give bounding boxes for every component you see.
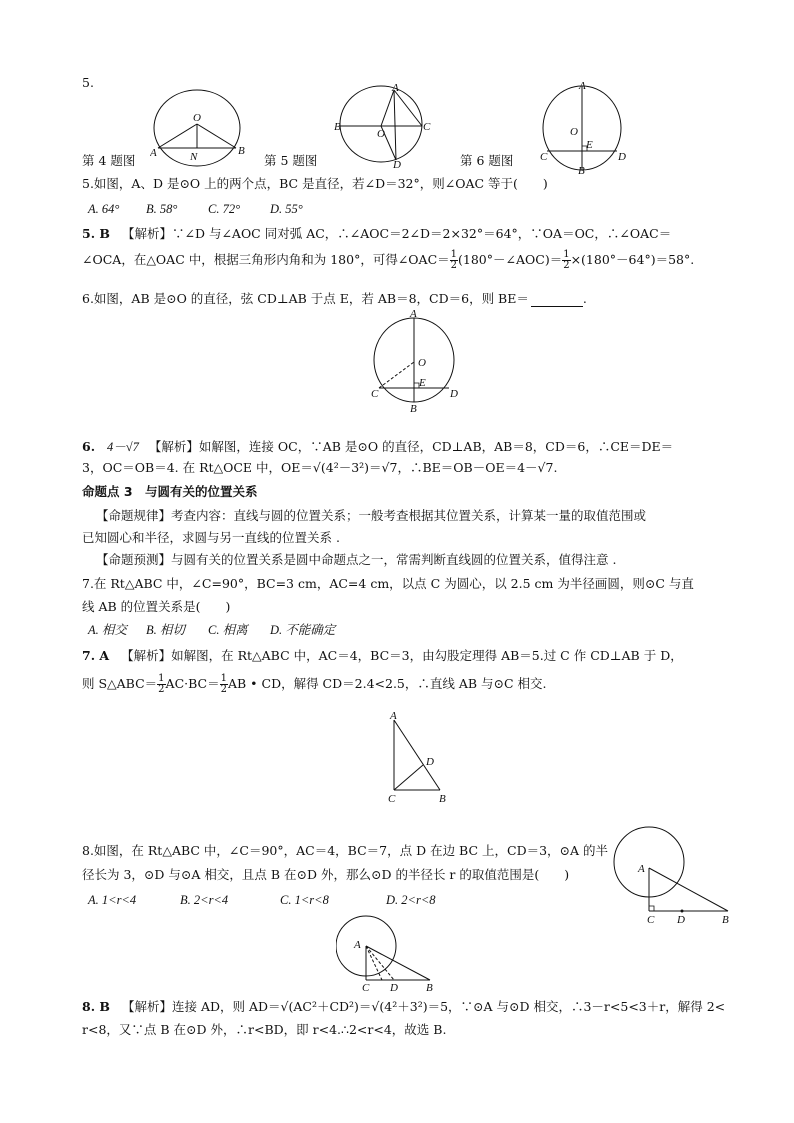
q5-answer: 5. B xyxy=(82,226,110,241)
figure-q8 xyxy=(612,826,738,926)
q6-tag: 【解析】 xyxy=(148,439,199,454)
label-a: A xyxy=(354,939,361,951)
label-b: B xyxy=(722,914,729,926)
q6-sol-2: 3，OC＝OB＝4. 在 Rt△OCE 中，OE＝√(4²－3²)＝√7，∴BE＝OB－OE＝4－√7. xyxy=(82,460,558,475)
label-b: B xyxy=(578,165,585,174)
q5-solution-line2 xyxy=(82,250,694,271)
section-rule-1: 【命题规律】考查内容：直线与圆的位置关系；一般考查根据其位置关系，计算某一量的取值范围或 xyxy=(96,508,647,523)
q7-frac-2: $\frac{1}{2}$ xyxy=(220,673,227,695)
q7-question-2: 线 AB 的位置关系是( ) xyxy=(82,599,231,614)
label-d: D xyxy=(618,151,626,163)
label-a: A xyxy=(410,310,417,320)
q5-option-b: B. 58° xyxy=(146,202,178,216)
label-a: A xyxy=(390,710,397,722)
q5-sol-2c: ×(180°－64°)＝58°. xyxy=(570,252,695,267)
top-number: 5. xyxy=(82,75,94,90)
q5-question: 5.如图，A、D 是⊙O 上的两个点，BC 是直径，若∠D＝32°，则∠OAC 等于( ) xyxy=(82,176,548,191)
caption-fig4: 第 4 题图 xyxy=(82,153,136,168)
label-e: E xyxy=(586,139,593,151)
figure-4 xyxy=(150,88,250,168)
q7-sol-1: 如解图，在 Rt△ABC 中，AC＝4，BC＝3，由勾股定理得 AB＝5.过 C 作 CD⊥AB 于 D， xyxy=(171,648,683,663)
q8-tag: 【解析】 xyxy=(121,999,172,1014)
label-a: A xyxy=(638,863,645,875)
q6-answer-blank xyxy=(531,306,583,307)
q7-frac-1: $\frac{1}{2}$ xyxy=(158,673,165,695)
q8-option-a: A. 1<r<4 xyxy=(88,893,137,907)
q5-frac-1: $\frac{1}{2}$ xyxy=(450,249,458,271)
figure-q8-solution xyxy=(336,912,456,992)
q7-answer: 7. A xyxy=(82,648,110,663)
q6-question: 6.如图，AB 是⊙O 的直径，弦 CD⊥AB 于点 E，若 AB＝8，CD＝6，则 BE＝ . xyxy=(82,291,587,306)
q8-question-1: 8.如图，在 Rt△ABC 中，∠C＝90°，AC＝4，BC＝7，点 D 在边 BC 上，CD＝3，⊙A 的半 xyxy=(82,843,609,858)
label-b: B xyxy=(334,121,341,133)
q7-tag: 【解析】 xyxy=(121,648,172,663)
label-n: N xyxy=(190,151,198,163)
section-rule-2: 已知圆心和半径，求圆与另一直线的位置关系 . xyxy=(82,530,340,545)
q6-answer-num: 6. xyxy=(82,439,96,454)
q5-sol-2b: (180°－∠AOC)＝ xyxy=(458,252,563,267)
label-a: A xyxy=(579,82,586,92)
label-d: D xyxy=(393,159,401,168)
label-d: D xyxy=(390,982,398,992)
figure-q7-solution xyxy=(384,710,450,804)
section-forecast: 【命题预测】与圆有关的位置关系是圆中命题点之一，常需判断直线圆的位置关系，值得注意 . xyxy=(96,552,617,567)
figure-q6-solution xyxy=(370,310,460,414)
label-o: O xyxy=(570,126,578,138)
q8-option-c: C. 1<r<8 xyxy=(280,893,329,907)
label-c: C xyxy=(647,914,655,926)
q7-question-1: 7.在 Rt△ABC 中，∠C=90°，BC=3 cm，AC=4 cm，以点 C 为圆心，以 2.5 cm 为半径画圆，则⊙C 与直 xyxy=(82,576,694,591)
q5-tag: 【解析】 xyxy=(121,226,172,241)
label-e: E xyxy=(419,377,426,389)
figure-6 xyxy=(538,82,628,174)
label-d: D xyxy=(450,388,458,400)
q5-option-d: D. 55° xyxy=(270,202,303,216)
q6-answer-value: 4－√7 xyxy=(107,440,139,454)
label-c: C xyxy=(423,121,431,133)
label-b: B xyxy=(439,793,446,804)
label-a: A xyxy=(392,82,399,94)
label-o: O xyxy=(193,112,201,124)
q8-solution-line1 xyxy=(82,999,725,1015)
label-c: C xyxy=(371,388,379,400)
q7-option-c: C. 相离 xyxy=(208,623,248,637)
q5-solution-line1 xyxy=(82,226,671,242)
q8-option-d: D. 2<r<8 xyxy=(386,893,436,907)
q8-sol-1: 连接 AD，则 AD＝√(AC²＋CD²)＝√(4²＋3²)＝5，∵⊙A 与⊙D 相交，∴3－r<5<3＋r，解得 2< xyxy=(171,999,726,1014)
label-a: A xyxy=(150,147,157,159)
q8-sol-2: r<8，又∵点 B 在⊙D 外，∴r<BD，即 r<4.∴2<r<4，故选 B. xyxy=(82,1022,447,1037)
caption-fig6: 第 6 题图 xyxy=(460,153,514,168)
q6-solution-line1 xyxy=(82,439,673,456)
label-c: C xyxy=(540,151,548,163)
q5-sol-1: ∵∠D 与∠AOC 同对弧 AC，∴∠AOC＝2∠D＝2×32°＝64°，∵OA＝OC，∴∠OAC＝ xyxy=(171,226,672,241)
label-o: O xyxy=(377,128,385,140)
label-d: D xyxy=(426,756,434,768)
q7-solution-line2: 则 S△ABC＝ $\frac{1}{2}$ AC·BC＝ $\frac{1}{2}$ AB • CD，解得 CD＝2.4<2.5，∴直线 AB 与⊙C 相交. xyxy=(82,673,547,695)
label-c: C xyxy=(362,982,370,992)
q7-option-b: B. 相切 xyxy=(146,623,185,637)
q7-option-a: A. 相交 xyxy=(88,623,127,637)
q8-answer: 8. B xyxy=(82,999,110,1014)
caption-fig5: 第 5 题图 xyxy=(264,153,318,168)
section-title: 命题点 3 与圆有关的位置关系 xyxy=(82,484,258,499)
label-d: D xyxy=(677,914,685,926)
q5-option-c: C. 72° xyxy=(208,202,241,216)
figure-5 xyxy=(334,82,434,168)
label-b: B xyxy=(410,403,417,414)
q8-question-2: 径长为 3，⊙D 与⊙A 相交，且点 B 在⊙D 外，那么⊙D 的半径长 r 的取值范围是( ) xyxy=(82,867,570,882)
q5-sol-2a: ∠OCA，在△OAC 中，根据三角形内角和为 180°，可得∠OAC＝ xyxy=(82,252,450,267)
q6-sol-1: 如解图，连接 OC，∵AB 是⊙O 的直径，CD⊥AB，AB＝8，CD＝6，∴CE＝DE＝ xyxy=(198,439,674,454)
q7-option-d: D. 不能确定 xyxy=(270,623,336,637)
label-c: C xyxy=(388,793,396,804)
q5-frac-2: $\frac{1}{2}$ xyxy=(563,249,570,271)
label-o: O xyxy=(418,357,426,369)
label-b: B xyxy=(426,982,433,992)
label-b: B xyxy=(238,145,245,157)
q5-option-a: A. 64° xyxy=(88,202,120,216)
q7-solution-line1 xyxy=(82,648,683,664)
q8-option-b: B. 2<r<4 xyxy=(180,893,229,907)
